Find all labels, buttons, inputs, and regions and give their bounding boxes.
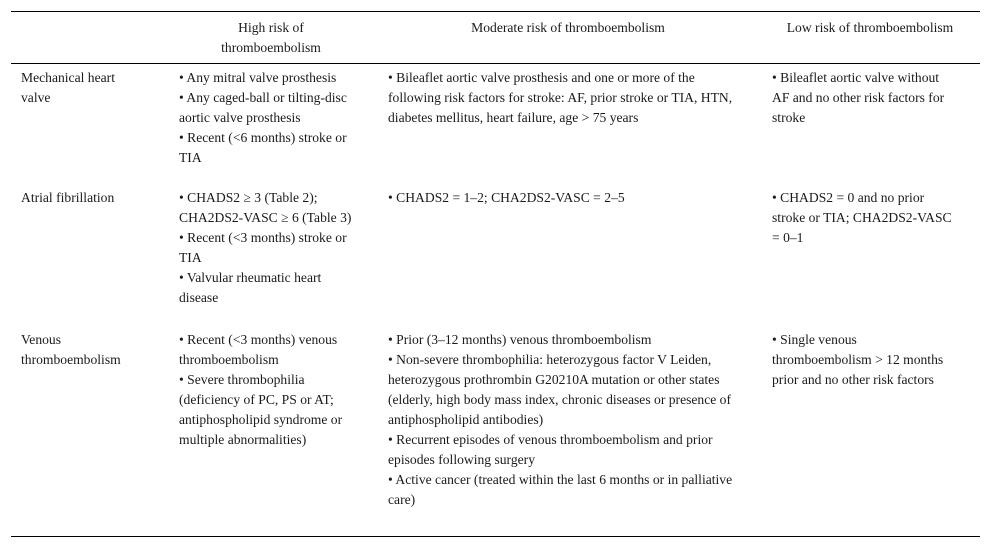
list-item: • CHADS2 = 1–2; CHA2DS2-VASC = 2–5	[388, 188, 738, 208]
header-low-risk: Low risk of thromboembolism	[786, 20, 954, 35]
list-item: • Recent (<3 months) stroke or TIA	[179, 228, 354, 268]
list-item: • Recent (<3 months) venous thromboembolism	[179, 330, 354, 370]
table-row	[11, 328, 980, 536]
list-item: • Prior (3–12 months) venous thromboembolism	[388, 330, 738, 350]
list-item: • Recent (<6 months) stroke or TIA	[179, 128, 354, 168]
list-item: • Severe thrombophilia (deficiency of PC, PS or AT; antiphospholipid syndrome or multiple abnormalities)	[179, 370, 354, 450]
low-risk-cell	[772, 188, 952, 248]
high-risk-cell	[179, 188, 354, 308]
low-risk-cell	[772, 68, 952, 128]
list-item: • Active cancer (treated within the last 6 months or in palliative care)	[388, 470, 738, 510]
list-item: • Bileaflet aortic valve without AF and no other risk factors for stroke	[772, 68, 952, 128]
moderate-risk-cell	[388, 330, 738, 510]
header-high-risk: High risk of thromboembolism	[221, 20, 321, 55]
list-item: • CHADS2 = 0 and no prior stroke or TIA; CHA2DS2-VASC = 0–1	[772, 188, 952, 248]
table-row	[11, 186, 980, 328]
row-label: Venous thromboembolism	[21, 332, 121, 367]
row-label: Mechanical heart valve	[21, 70, 115, 105]
list-item: • Any mitral valve prosthesis	[179, 68, 354, 88]
moderate-risk-cell	[388, 188, 738, 208]
list-item: • Bileaflet aortic valve prosthesis and one or more of the following risk factors for stroke: AF, prior stroke or TIA, HTN, diabetes mellitus, heart failure, age > 75 years	[388, 68, 738, 128]
row-label: Atrial fibrillation	[21, 190, 115, 205]
list-item: • Valvular rheumatic heart disease	[179, 268, 354, 308]
risk-table	[11, 11, 980, 537]
list-item: • Recurrent episodes of venous thromboembolism and prior episodes following surgery	[388, 430, 738, 470]
list-item: • Non-severe thrombophilia: heterozygous factor V Leiden, heterozygous prothrombin G20210A mutation or other states (elderly, high body mass index, chronic diseases or presence of antiphospholipid antibodies)	[388, 350, 738, 430]
list-item: • Any caged-ball or tilting-disc aortic valve prosthesis	[179, 88, 354, 128]
table-row	[11, 64, 980, 186]
list-item: • Single venous thromboembolism > 12 months prior and no other risk factors	[772, 330, 957, 390]
high-risk-cell	[179, 68, 354, 168]
table-header-row	[11, 12, 980, 64]
low-risk-cell	[772, 330, 957, 390]
header-moderate-risk: Moderate risk of thromboembolism	[471, 20, 665, 35]
moderate-risk-cell	[388, 68, 738, 128]
high-risk-cell	[179, 330, 354, 450]
list-item: • CHADS2 ≥ 3 (Table 2); CHA2DS2-VASC ≥ 6 (Table 3)	[179, 188, 354, 228]
